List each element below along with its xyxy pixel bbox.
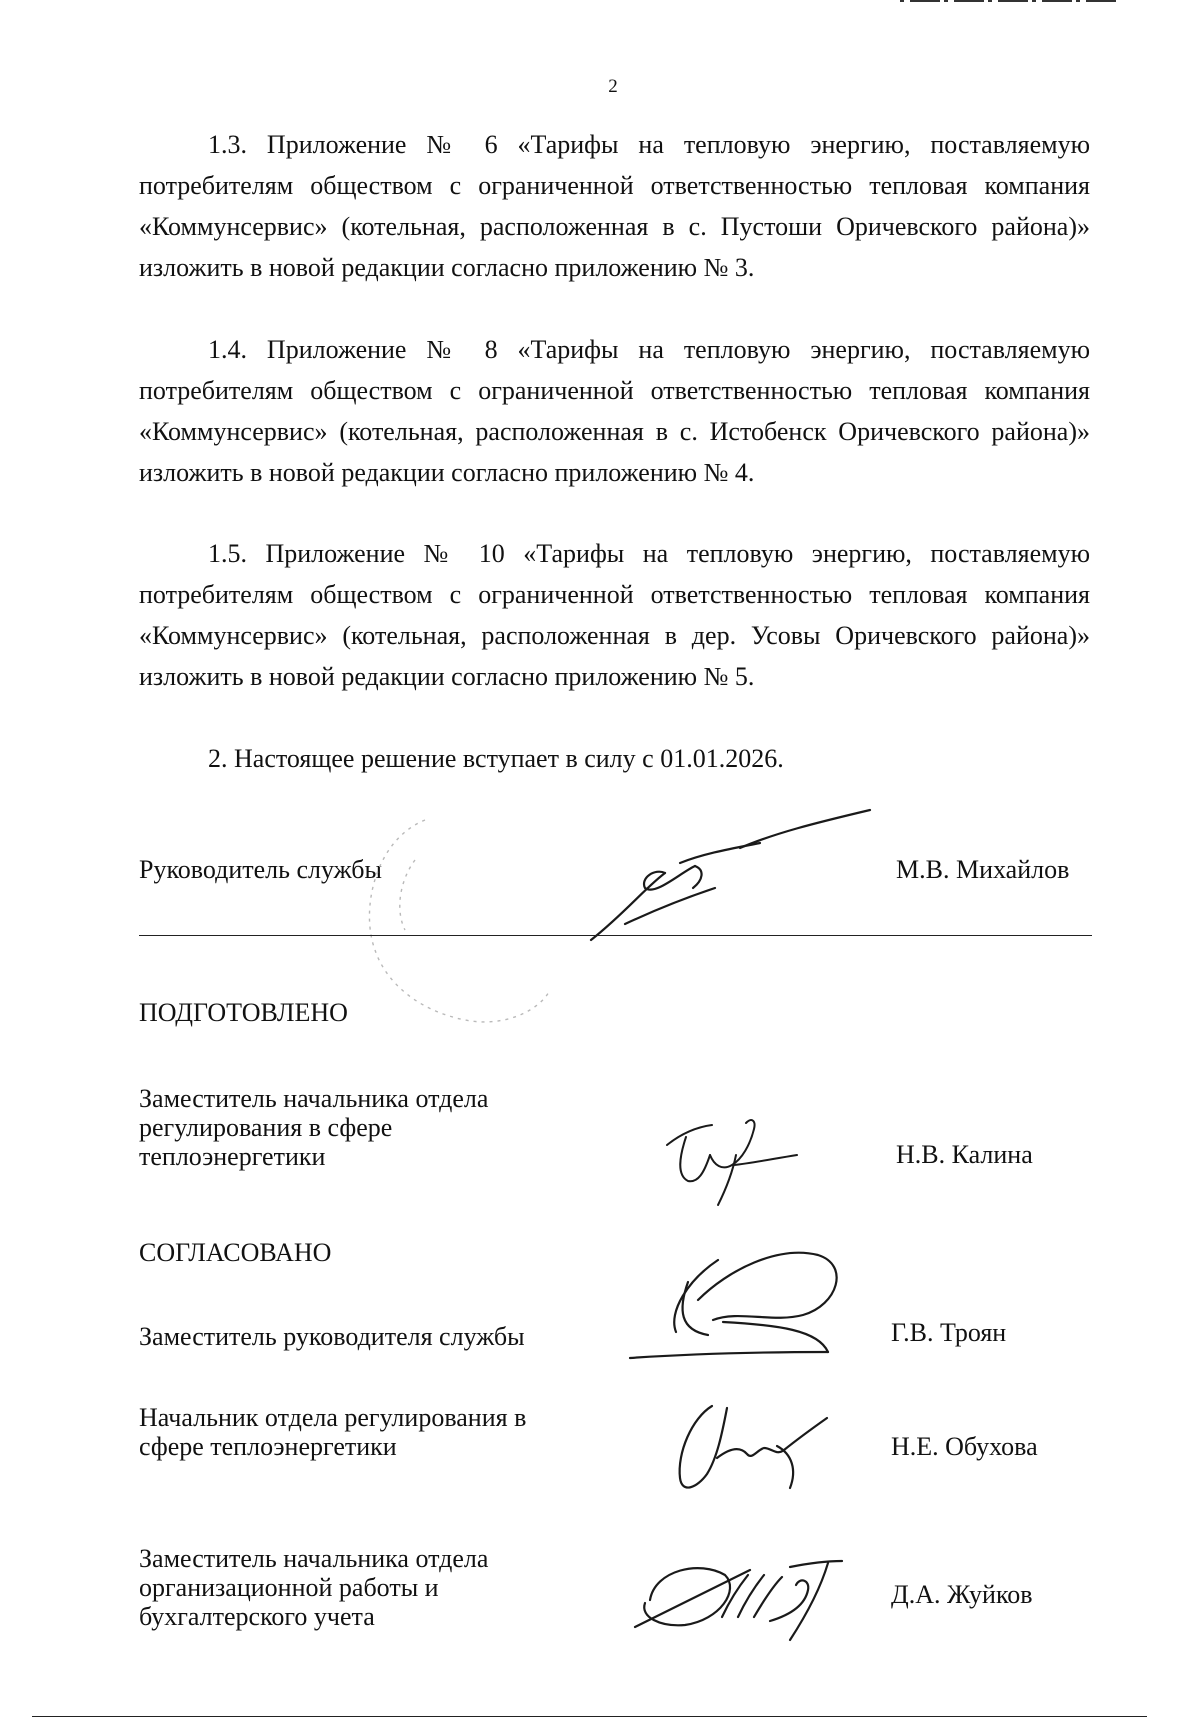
paragraph-1-5: 1.5. Приложение № 10 «Тарифы на тепловую энергию, поставляемую потребителям обществом с ограниченной ответственностью тепловая компания «Коммунсервис» (котельная, расположенная в дер. Усовы Оричевского района)» изложить в новой редакции согласно приложению № 5. — [139, 539, 1090, 691]
signature-divider — [139, 935, 1092, 936]
head-name: М.В. Михайлов — [896, 855, 1070, 884]
prepared-name: Н.В. Калина — [896, 1140, 1033, 1169]
agreed-name-1: Г.В. Троян — [891, 1318, 1007, 1347]
prepared-position: Заместитель начальника отдела регулирования в сфере теплоэнергетики — [139, 1084, 489, 1171]
agreed-position-2: Начальник отдела регулирования в сфере теплоэнергетики — [139, 1403, 527, 1461]
agreed-position-1: Заместитель руководителя службы — [139, 1322, 525, 1351]
prepared-signature — [662, 1115, 802, 1210]
faint-stamp — [355, 800, 555, 1040]
agreed-heading: СОГЛАСОВАНО — [139, 1238, 332, 1267]
page-bottom-edge-line — [32, 1716, 1147, 1717]
agreed-position-3: Заместитель начальника отдела организационной работы и бухгалтерского учета — [139, 1544, 489, 1631]
paragraph-2: 2. Настоящее решение вступает в силу с 01.01.2026. — [208, 744, 784, 773]
paragraph-1-4: 1.4. Приложение № 8 «Тарифы на тепловую энергию, поставляемую потребителям обществом с ограниченной ответственностью тепловая компания «Коммунсервис» (котельная, расположенная в с. Истобенск Оричевского района)» изложить в новой редакции согласно приложению № 4. — [139, 335, 1090, 487]
agreed-signature-3 — [630, 1555, 845, 1645]
paragraph-1-3: 1.3. Приложение № 6 «Тарифы на тепловую энергию, поставляемую потребителям обществом с ограниченной ответственностью тепловая компания «Коммунсервис» (котельная, расположенная в с. Пустоши Оричевского района)» изложить в новой редакции согласно приложению № 3. — [139, 130, 1090, 282]
scan-artifact — [900, 0, 1140, 6]
head-signature — [585, 818, 885, 948]
agreed-name-2: Н.Е. Обухова — [891, 1432, 1038, 1461]
page-number: 2 — [608, 76, 618, 97]
agreed-signature-1 — [628, 1240, 858, 1370]
agreed-name-3: Д.А. Жуйков — [891, 1580, 1033, 1609]
prepared-heading: ПОДГОТОВЛЕНО — [139, 998, 348, 1027]
head-position: Руководитель службы — [139, 855, 382, 884]
agreed-signature-2 — [672, 1398, 832, 1498]
